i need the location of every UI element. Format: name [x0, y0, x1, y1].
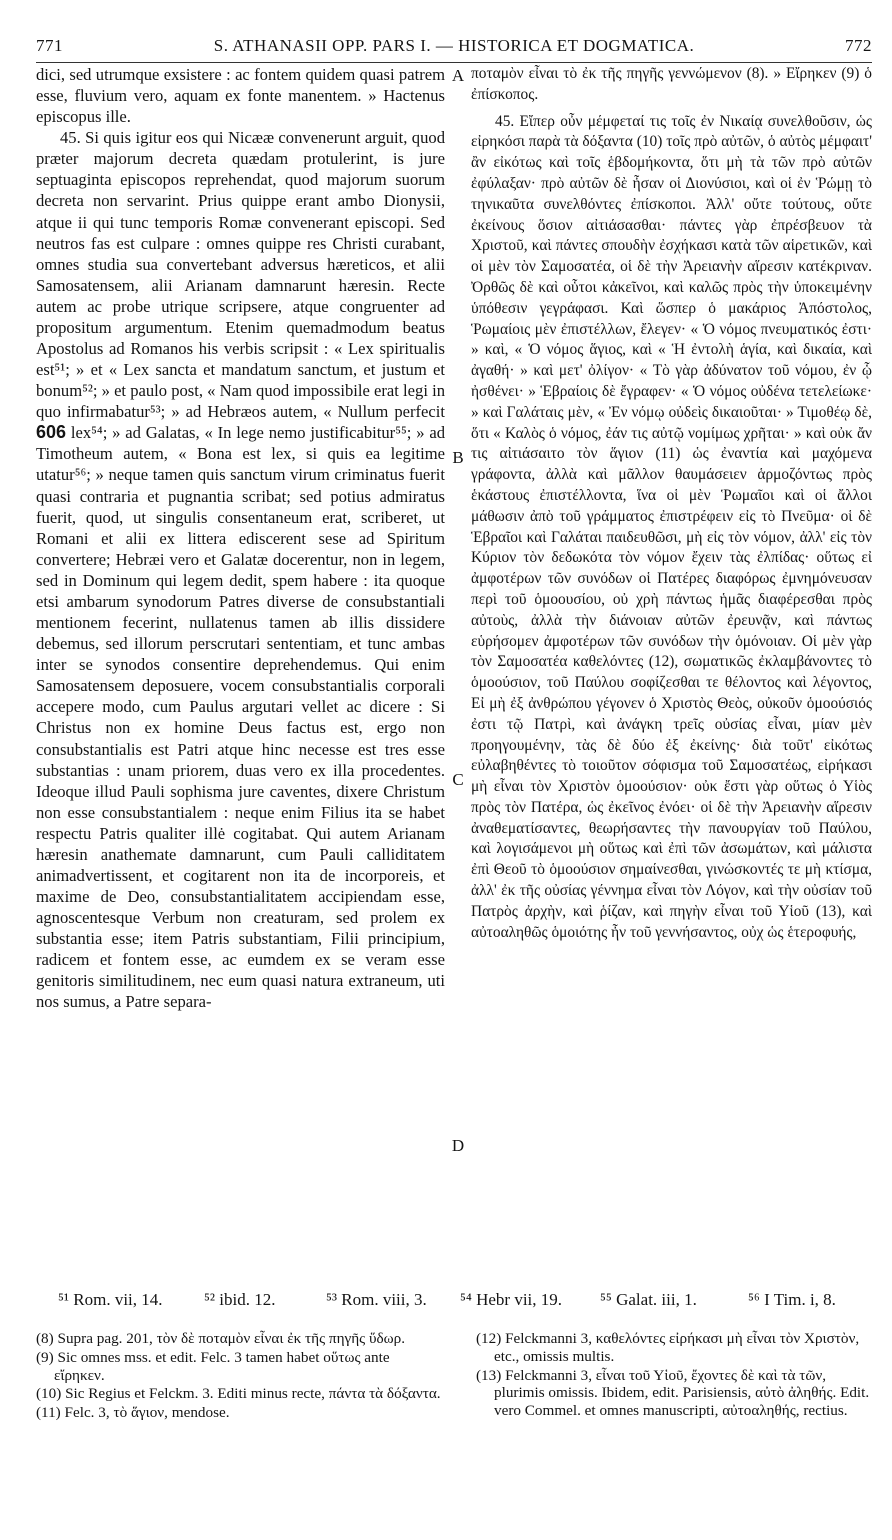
scripture-ref-52: ⁵² ibid. 12.	[204, 1290, 276, 1309]
footnote-11: (11) Felc. 3, τὸ ἅγιον, mendose.	[36, 1404, 230, 1422]
scripture-references	[36, 1290, 872, 1316]
header-rule	[36, 62, 872, 63]
running-title: S. ATHANASII OPP. PARS I. — HISTORICA ET DOGMATICA.	[213, 36, 695, 55]
scripture-ref-51: ⁵¹ Rom. vii, 14.	[58, 1290, 163, 1309]
section-marker-b: B	[452, 448, 464, 467]
section-marker-d: D	[451, 1136, 465, 1155]
scripture-ref-55: ⁵⁵ Galat. iii, 1.	[600, 1290, 697, 1309]
scripture-ref-53: ⁵³ Rom. viii, 3.	[326, 1290, 427, 1309]
footnotes-left	[36, 1330, 444, 1423]
latin-paragraph-2-part-1: 45. Si quis igitur eos qui Nicææ convenerunt arguit, quod præter majorum decreta quædam protulerint, is jure septuaginta episcopos reprehendat, quod majorum suorum decreta non servarint. Prius quippe erant ambo Dionysii, atque ii qui tunc temporis Romæ convenerant episcopi. Sed neutros fas est culpare : omnes quippe res Christi curabant, omnes studia sua convertebant adversus hæreticos, et alii Samosatensem, alii Arianam damnarunt hæresin. Recte autem ac probe utrique scripsere, atque congruenter ad propositum argumentum. Etenim quemadmodum beatus Apostolus ad Romanos his verbis scripsit : « Lex spiritualis est⁵¹; » et « Lex sancta et mandatum sanctum, et justum et bonum⁵²; » et paulo post, « Nam quod impossibile erat legi in quo infirmabatur⁵³; » ad Hebræos autem, « Nullum perfecit	[36, 128, 445, 422]
latin-paragraph-1: dici, sed utrumque exsistere : ac fontem quidem quasi patrem esse, fluvium vero, aquam ex fonte manentem. » Hactenus episcopus ille.	[36, 65, 445, 127]
footnote-8: (8) Supra pag. 201, τὸν δὲ ποταμὸν εἶναι ἐκ τῆς πηγῆς ὕδωρ.	[36, 1330, 406, 1347]
footnote-9: (9) Sic omnes mss. et edit. Felc. 3 tamen habet οὕτως ante εἴρηκεν.	[36, 1348, 390, 1384]
latin-paragraph-2	[36, 127, 445, 1012]
page-number-left: 771	[36, 36, 63, 55]
page-number-right: 772	[845, 36, 872, 55]
latin-column	[36, 64, 445, 1013]
running-header	[36, 36, 872, 62]
column-number: 606	[36, 422, 67, 443]
footnote-13: (13) Felckmanni 3, εἶναι τοῦ Υἱοῦ, ἔχοντες δὲ καὶ τὰ τῶν, plurimis omissis. Ibidem, edit. Parisiensis, αὐτὸ ἀληθής. Edit. vero Commel. et omnes manuscripti, αὐτοαληθής, rectius.	[476, 1366, 870, 1420]
latin-paragraph-2-part-2: lex⁵⁴; » ad Galatas, « In lege nemo justificabitur⁵⁵; » ad Timotheum autem, « Bona est lex, si quis ea legitime utatur⁵⁶; » neque tamen quis sanctum virum criminatus fuerit quasi contraria et pugnantia scribat; sed potius admiratus fuerit, quod, ut singulis consentaneum erat, scriberet, ut Romani et alii ex littera ediscerent sese ad Spiritum convertere; Hebræi vero et Galatæ docerentur, non in legem, sed in Dominum qui legem dedit, spem habere : ita quoque etsi ambarum synodorum Patres diverse de consubstantiali mentionem fecerint, nullatenus tamen ab illis dissidere debemus, sed illorum perscrutari sententiam, et tunc ambas inter se synodos consentire deprehendemus. Qui enim Samosatensem deposuere, vocem consubstantialis corporali accepere modo, cum Paulus argutari vellet ac dicere : Si Christus non ex homine Deus factus est, ergo non consubstantialis est Patri atque hinc necesse est tres esse substantias : unam priorem, duas vero ex illa procedentes. Ideoque illud Pauli sophisma jure caventes, dixere Christum non esse consubstantialem : neque enim Filius ita se habet respectu Patris qualiter illė cogitabat. Qui autem Arianam hæresin anathemate damnarunt, cum Pauli calliditatem animadvertissent, et cogitarent non ita de incorporeis, et maxime de Deo, consubstantialitatem accipiendam esse, agnoscentesque Verbum non creaturam, sed prolem ex substantia esse; item Patris substantiam, Filii principium, radicem et fontem esse, ac eumdem ex se veram esse genitoris similitudinem, nec eum quasi natura extraneum, uti nos sumus, a Patre separa-	[36, 423, 445, 1012]
greek-column	[471, 64, 872, 943]
section-marker-a: A	[451, 66, 465, 85]
footnote-12: (12) Felckmanni 3, καθελόντες εἰρήκασι μὴ εἶναι τὸν Χριστὸν, etc., omissis multis.	[476, 1330, 860, 1365]
footnotes-right	[476, 1330, 872, 1421]
scripture-ref-54: ⁵⁴ Hebr vii, 19.	[460, 1290, 563, 1309]
greek-paragraph-2: 45. Εἴπερ οὖν μέμφεταί τις τοῖς ἐν Νικαίᾳ συνελθοῦσιν, ὡς εἰρηκόσι παρὰ τὰ δόξαντα (10) τοῖς πρὸ αὐτῶν, ὁ αὐτὸς μέμφαιτ' ἂν εἰκότως καὶ τοῖς ἑβδομήκοντα, ὅτι μὴ τὰ τῶν πρὸ αὐτῶν ἐφύλαξαν· πρὸ αὐτῶν δὲ ἦσαν οἱ Διονύσιοι, καὶ οἱ ἐν Ῥώμῃ τὸ τηνικαῦτα συνελθόντες ἐπίσκοποι. Ἀλλ' οὔτε τούτους, οὔτε ἐκείνους ὅσιον αἰτιάσασθαι· πάντες γὰρ ἐπρέσβευον τὰ Χριστοῦ, καὶ πάντες σπουδὴν ἐσχήκασι κατὰ τῶν αἱρετικῶν, καὶ οἱ μὲν τὸν Σαμοσατέα, οἱ δὲ τὴν Ἀρειανὴν αἵρεσιν κατέκριναν. Ὀρθῶς δὲ καὶ οὗτοι κἀκεῖνοι, καὶ καλῶς πρὸς τὴν ὑποκειμένην ὑπόθεσιν γεγράφασι. Καὶ ὥσπερ ὁ μακάριος Ἀπόστολος, Ῥωμαίοις μὲν ἐπιστέλλων, ἔλεγεν· « Ὁ νόμος πνευματικός ἐστι· » καὶ, « Ὁ νόμος ἅγιος, καὶ « Ἡ ἐντολὴ ἁγία, καὶ δικαία, καὶ ἀγαθή· » καὶ μετ' ὀλίγον· « Τὸ γὰρ ἀδύνατον τοῦ νόμου, ἐν ᾧ ἠσθένει· » Ἑβραίοις δὲ ἔγραφεν· « Ὁ νόμος οὐδένα τετελείωκε· » καὶ Γαλάταις μὲν, « Ἐν νόμῳ οὐδεὶς δικαιοῦται· » Τιμοθέῳ δὲ, ὅτι « Καλὸς ὁ νόμος, ἐάν τις αὐτῷ νομίμως χρῆται· » καὶ οὐκ ἄν τις αἰτιάσαιτο τὸν ἅγιον (11) ὡς ἐναντία καὶ μαχόμενα γράφοντα, ἀλλὰ καὶ μᾶλλον θαυμάσειεν ἁρμοζόντως πρὸς ἑκάστους ἐπιστέλλοντα, ἵνα οἱ μὲν Ῥωμαῖοι καὶ οἱ ἄλλοι μάθωσιν ἀπὸ τοῦ γράμματος ἐπιστρέφειν εἰς τὸ Πνεῦμα· οἱ δὲ Ἑβραῖοι καὶ Γαλάται παιδευθῶσι, μὴ εἰς τὸν νόμον, ἀλλ' εἰς τὸν Κύριον τὸν δεδωκότα τὸν νόμον ἔχειν τὰς ἐλπίδας· οὕτως εἰ ἀμφοτέρων τῶν συνόδων οἱ Πατέρες διαφόρως ἐμνημόνευσαν περὶ τοῦ ὁμοουσίου, οὐ χρὴ πάντως ἡμᾶς διαφέρεσθαι πρὸς αὐτοὺς, ἀλλὰ τὴν διάνοιαν αὐτῶν ἐρευνᾷν, καὶ πάντως εὑρήσομεν ἀμφοτέρων τῶν συνόδων τὴν ὁμόνοιαν. Οἱ μὲν γὰρ τὸν Σαμοσατέα καθελόντες (12), σωματικῶς ἐκλαμβάνοντες τὸ ὁμοούσιον, τοῦ Παύλου σοφίζεσθαι τε θέλοντος καὶ λέγοντος, Εἰ μὴ ἐξ ἀνθρώπου γέγονεν ὁ Χριστὸς Θεὸς, οὐκοῦν ὁμοούσιός ἐστι τῷ Πατρὶ, καὶ ἀνάγκη τρεῖς οὐσίας εἶναι, μίαν μὲν προηγουμένην, τὰς δὲ δύο ἐξ ἐκείνης· διὰ τοῦτ' εἰκότως εὐλαβηθέντες τὸ τοιοῦτον σόφισμα τοῦ Σαμοσατέως, εἰρήκασι μὴ εἶναι τὸν Χριστὸν ὁμοούσιον· οὐκ ἔστι γὰρ οὕτως ὁ Υἱὸς πρὸς τὸν Πατέρα, ὡς ἐκεῖνος ἐνόει· οἱ δὲ τὴν Ἀρειανὴν αἵρεσιν ἀναθεματίσαντες, θεωρήσαντες τὴν πανουργίαν τοῦ Παύλου, καὶ λογισάμενοι μὴ οὕτως καὶ ἐπὶ τῶν ἀσωμάτων, καὶ μάλιστα ἐπὶ Θεοῦ τὸ ὁμοούσιον σημαίνεσθαι, γινώσκοντές τε μὴ κτίσμα, ἀλλ' ἐκ τῆς οὐσίας γέννημα εἶναι τὸν Λόγον, καὶ τὴν οὐσίαν τοῦ Πατρὸς ἀρχὴν, καὶ ῥίζαν, καὶ πηγὴν εἶναι τοῦ Υἱοῦ (13), καὶ αὐτοαληθῶς ὁμοιότης ἦν τοῦ γεννήσαντος, οὐχ ὡς ἑτεροφυής,	[471, 112, 872, 941]
scripture-ref-56: ⁵⁶ I Tim. i, 8.	[748, 1290, 836, 1309]
footnote-10: (10) Sic Regius et Felckm. 3. Editi minus recte, πάντα τὰ δόξαντα.	[36, 1385, 441, 1403]
greek-paragraph-1: ποταμὸν εἶναι τὸ ἐκ τῆς πηγῆς γεννώμενον (8). » Εἴρηκεν (9) ὁ ἐπίσκοπος.	[471, 65, 872, 103]
section-marker-c: C	[452, 770, 464, 789]
